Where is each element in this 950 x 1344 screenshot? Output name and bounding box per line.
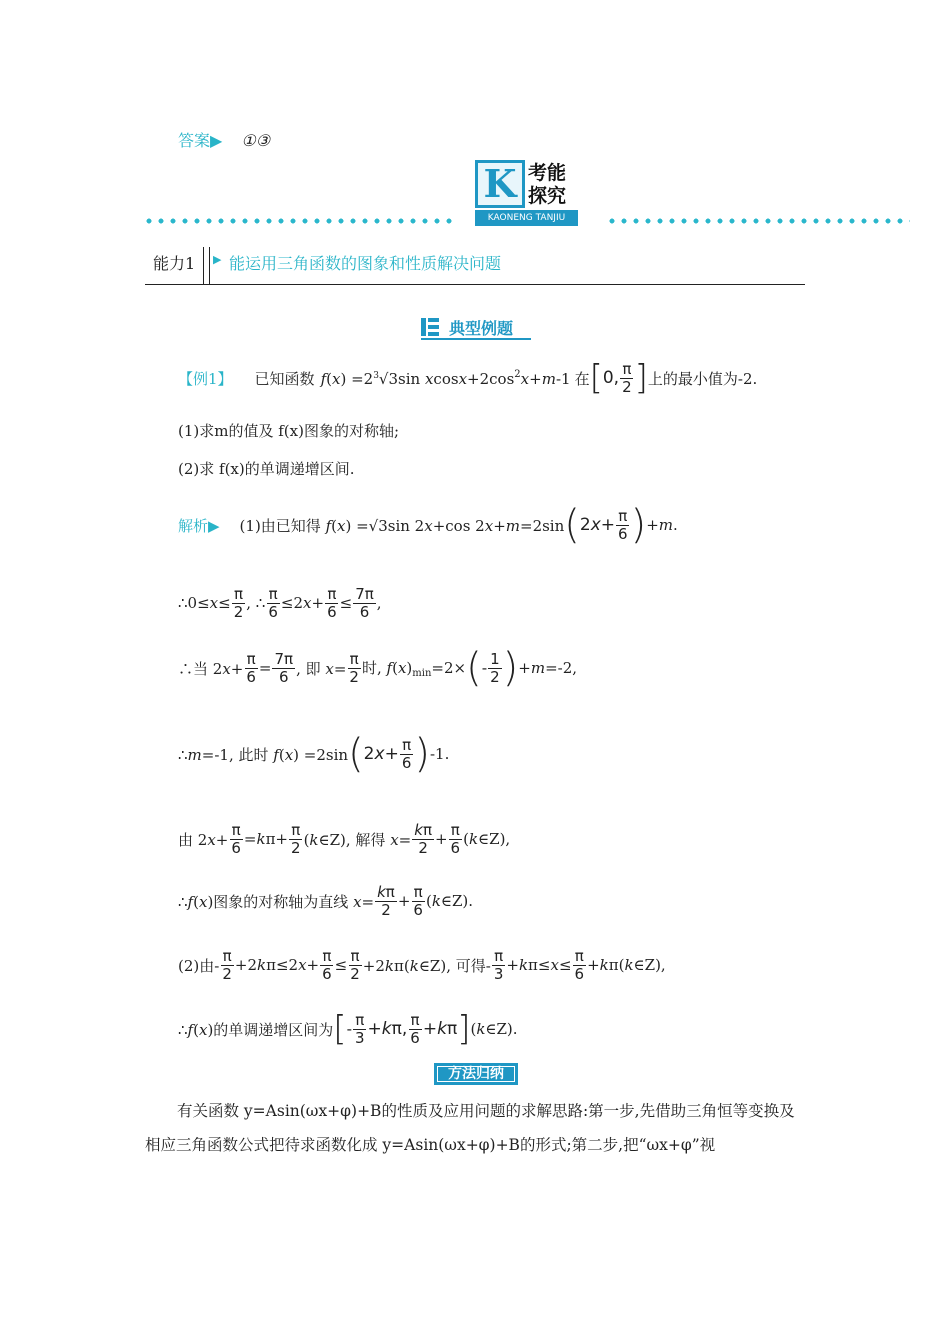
section-title: 典型例题 <box>449 319 514 338</box>
solution-line-6: ∴f(x)图象的对称轴为直线 x= $\frac{k\pi}{2}$ + $\frac{\pi}{6}$ (k∈Z). <box>178 883 474 919</box>
banner-title-line2: 探究 <box>528 185 567 207</box>
dotted-divider-left <box>143 218 453 224</box>
list-icon <box>421 318 439 336</box>
ability-label: 能力1 <box>153 254 196 273</box>
solution-label: 解析▶ <box>178 516 220 535</box>
ability-divider-2 <box>209 247 210 284</box>
fraction: $\frac{\pi}{2}$ <box>622 360 632 396</box>
example-text-a: 已知函数 <box>254 369 315 388</box>
example-text-b: 在 <box>574 369 590 388</box>
ability-heading <box>145 247 805 285</box>
interval-bracket: [ <box>589 358 603 398</box>
solution-line-1: 解析▶ (1)由已知得 f(x) =√3sin 2x+cos 2x+m=2sin ( 2x+ $\frac{\pi}{6}$ ) +m. <box>178 502 678 548</box>
interval-content: 0, <box>602 368 620 388</box>
example-function: $f(x) =2^3√3\sin$ $xcosx+2\cos^2x+m-1$ <box>320 368 571 388</box>
solution-line-4: ∴m=-1, 此时 f(x) =2sin ( 2x+ $\frac{\pi}{6}$ ) -1. <box>178 731 450 777</box>
solution-line-7: (2)由- $\frac{\pi}{2}$ +2kπ≤2x+ $\frac{\pi}{6}$ ≤ $\frac{\pi}{2}$ +2kπ(k∈Z), 可得- $\frac{\pi}{3}$ +kπ≤x≤ $\frac{\pi}{6}$ +kπ(k∈Z), <box>178 947 666 983</box>
solution-line-5: 由 2x+ $\frac{\pi}{6}$ =kπ+ $\frac{\pi}{2}$ (k∈Z), 解得 x= $\frac{k\pi}{2}$ + $\frac{\pi}{6}$ (k∈Z), <box>178 821 511 857</box>
ability-divider <box>203 247 204 284</box>
solution-line-2: ∴0≤x≤ $\frac{\pi}{2}$ , ∴ $\frac{\pi}{6}$ ≤2x+ $\frac{\pi}{6}$ ≤ $\frac{7\pi}{6}$ , <box>178 585 382 621</box>
section-banner <box>470 160 580 230</box>
answer-label: 答案▶ <box>178 131 223 150</box>
example-statement <box>178 352 757 404</box>
banner-k-logo <box>475 160 525 208</box>
banner-title <box>528 162 566 208</box>
answer-value: ①③ <box>241 131 271 150</box>
method-title-badge <box>434 1063 518 1085</box>
answer-line <box>178 128 270 151</box>
example-label: 【例1】 <box>178 369 233 388</box>
banner-title-line1: 考能 <box>528 162 567 184</box>
method-paragraph: 有关函数 y=Asin(ωx+φ)+B的性质及应用问题的求解思路:第一步,先借助三角恒等变换及相应三角函数公式把待求函数化成 y=Asin(ωx+φ)+B的形式;第二步,把“ωx+φ”视 <box>145 1102 795 1154</box>
solution-line-8: ∴f(x)的单调递增区间为 [ - $\frac{\pi}{3}$ +kπ, $\frac{\pi}{6}$ +kπ ] (k∈Z). <box>178 1009 518 1049</box>
method-title: 方法归纳 <box>448 1066 504 1082</box>
interval-bracket-close: ] <box>634 358 648 398</box>
example-text-c: 上的最小值为-2. <box>647 369 758 388</box>
section-title-underline <box>421 338 531 340</box>
banner-letter: K <box>483 161 517 206</box>
dotted-divider-right <box>606 218 910 224</box>
solution-line-3: ∴当 2x+ $\frac{\pi}{6}$ = $\frac{7\pi}{6}$ , 即 x= $\frac{\pi}{2}$ 时, $f(x)_{min}=2\times$ ( - $\frac{1}{2}$ ) +m=-2, <box>178 645 578 691</box>
question-1: (1)求m的值及 f(x)图象的对称轴; <box>178 422 400 440</box>
ability-title: 能运用三角函数的图象和性质解决问题 <box>229 254 502 273</box>
section-title-box <box>421 316 531 340</box>
banner-subtitle: KAONENG TANJIU <box>475 210 578 226</box>
play-arrow-icon: ▶ <box>213 253 222 266</box>
question-2: (2)求 f(x)的单调递增区间. <box>178 460 355 478</box>
